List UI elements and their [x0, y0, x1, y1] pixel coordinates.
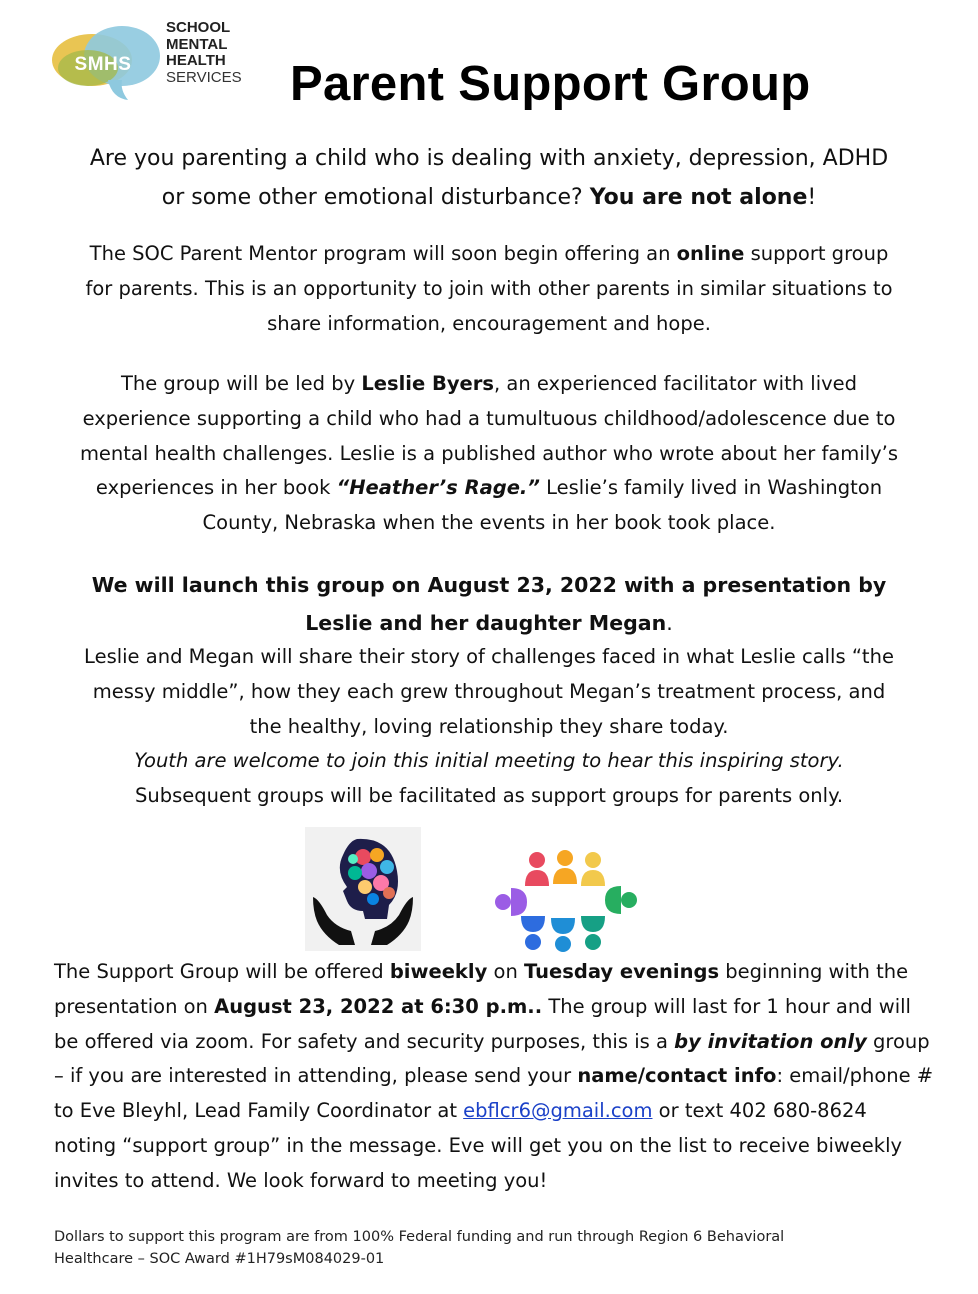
logo-line: MENTAL — [166, 35, 228, 53]
head-hands-icon — [305, 827, 421, 951]
text-span: : email/phone # to Eve Bleyhl, Lead Family Coordinator at — [54, 1064, 934, 1123]
logo-line: HEALTH — [166, 52, 226, 69]
people-circle-icon — [493, 848, 639, 952]
text-span: Subsequent groups will be facilitated as support groups for parents only. — [134, 784, 844, 808]
email-link[interactable]: ebflcr6@gmail.com — [463, 1099, 653, 1123]
text-span: The SOC Parent Mentor program will soon begin offering an — [89, 242, 677, 265]
funding-footer — [54, 1226, 934, 1270]
launch-announcement — [40, 566, 938, 642]
program-paragraph — [40, 237, 938, 341]
facilitator-paragraph — [40, 367, 938, 541]
text-span: The Support Group will be offered — [54, 960, 390, 983]
logo-line: SCHOOL — [166, 19, 231, 36]
text-span: The group will be led by — [120, 372, 362, 395]
intro-line: or some other emotional disturbance? — [161, 185, 590, 210]
text-span: beginning with the presentation on — [54, 960, 909, 1018]
text-span: the healthy, loving relationship they share today. — [249, 714, 729, 738]
intro-emphasis: You are not alone — [589, 185, 808, 210]
text-span: Leslie and Megan will share their story of challenges faced in what Leslie calls “the — [84, 645, 894, 668]
intro-line: Are you parenting a child who is dealing with anxiety, depression, ADHD — [89, 146, 889, 171]
text-span: share information, encouragement and hope. — [267, 311, 711, 335]
text-span: Leslie’s family lived in Washington — [539, 476, 883, 500]
logo-wordmark — [166, 20, 242, 86]
story-paragraph — [40, 640, 938, 814]
text-span: messy middle”, how they each grew throughout Megan’s treatment process, and — [92, 679, 886, 703]
logo-line: SERVICES — [166, 68, 242, 86]
text-span: Leslie and her daughter Megan — [305, 611, 667, 635]
book-title: “Heather’s Rage.” — [336, 476, 540, 500]
online-emphasis: online — [676, 242, 745, 265]
footer-line: Dollars to support this program are from 100% Federal funding and run through Region 6 Behavioral — [54, 1229, 785, 1245]
text-span: support group — [744, 242, 889, 265]
facilitator-name: Leslie Byers — [361, 372, 494, 395]
smhs-logo — [50, 18, 250, 108]
text-span: group – if you are interested in attending, please send your — [54, 1029, 930, 1088]
footer-line: Healthcare – SOC Award #1H79sM084029-01 — [54, 1251, 385, 1267]
biweekly-emphasis: biweekly — [389, 960, 488, 983]
contact-emphasis: name/contact info — [577, 1064, 777, 1088]
text-span: experience supporting a child who had a tumultuous childhood/adolescence due to — [82, 406, 896, 430]
text-span: . — [666, 611, 673, 635]
youth-welcome-note: Youth are welcome to join this initial meeting to hear this inspiring story. — [134, 749, 844, 773]
text-span: The group will last for 1 hour and will be offered via zoom. For safety and security purposes, this is a — [54, 994, 911, 1053]
intro-punct: ! — [807, 185, 817, 210]
page-title: Parent Support Group — [290, 57, 811, 111]
date-emphasis: August 23, 2022 at 6:30 p.m.. — [214, 994, 543, 1018]
schedule-paragraph — [54, 955, 934, 1199]
text-span: or text 402 680-8624 noting “support group” in the message. Eve will get you on the list to receive biweekly invites to attend. We look forward to meeting you! — [54, 1099, 903, 1192]
text-span: experiences in her book — [95, 476, 337, 500]
text-span: on — [487, 960, 524, 983]
text-span: for parents. This is an opportunity to join with other parents in similar situations to — [85, 276, 893, 300]
text-span: mental health challenges. Leslie is a published author who wrote about her family’s — [79, 441, 899, 465]
text-span: County, Nebraska when the events in her book took place. — [202, 511, 776, 535]
invitation-emphasis: by invitation only — [674, 1029, 867, 1053]
text-span: , an experienced facilitator with lived — [494, 372, 858, 395]
text-span: We will launch this group on August 23, 2022 with a presentation by — [91, 573, 887, 597]
logo-badge: SMHS — [74, 54, 132, 75]
tuesday-emphasis: Tuesday evenings — [524, 960, 720, 983]
intro-paragraph — [40, 139, 938, 217]
